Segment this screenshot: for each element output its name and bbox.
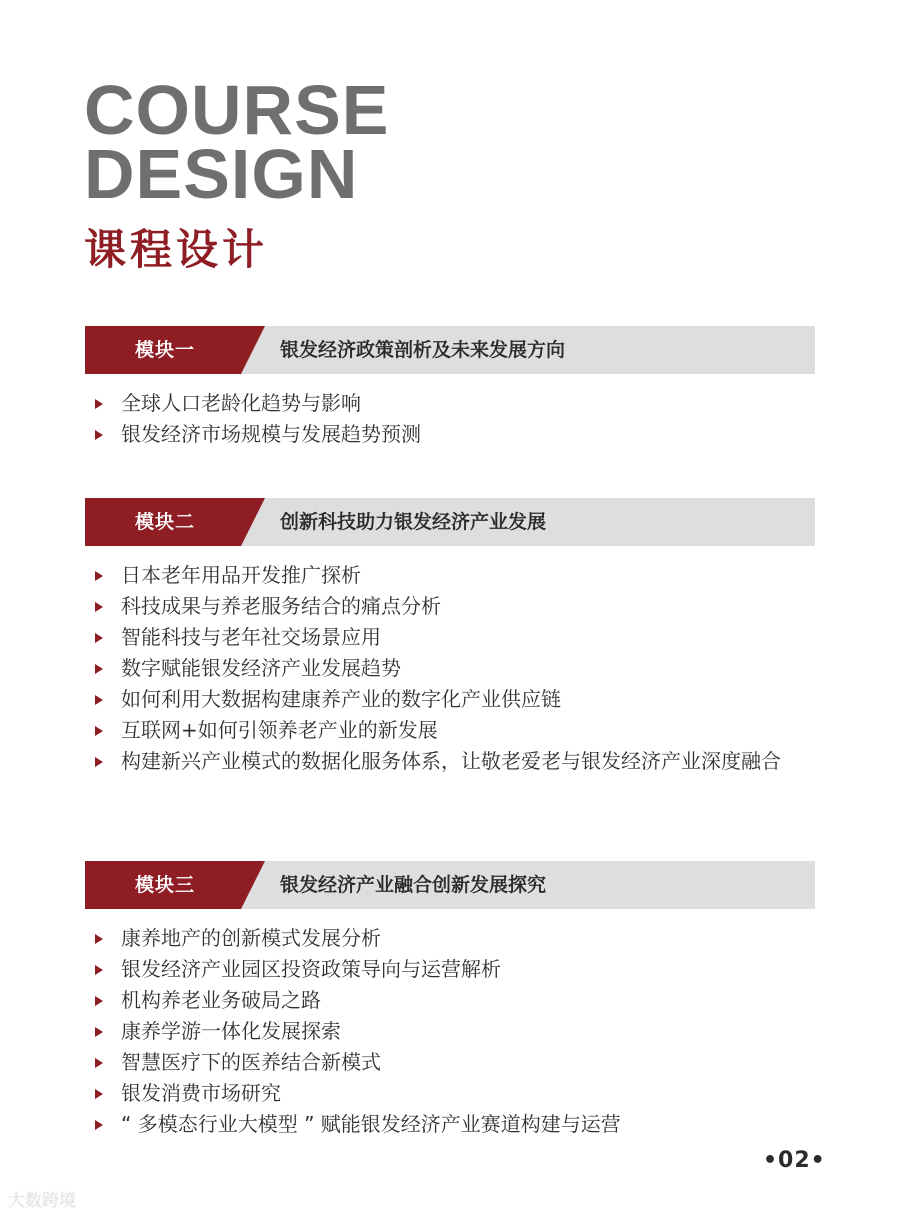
- list-item: [85, 715, 815, 746]
- module-1-title: 银发经济政策剖析及未来发展方向: [280, 339, 566, 361]
- chinese-title: 课程设计: [84, 225, 269, 274]
- list-item-text: 互联网+如何引领养老产业的新发展: [121, 718, 438, 742]
- english-title: [84, 71, 390, 213]
- module-1-header-bar: [85, 326, 815, 374]
- triangle-bullet-icon: [95, 399, 103, 409]
- triangle-bullet-icon: [95, 1058, 103, 1068]
- triangle-bullet-icon: [95, 1120, 103, 1130]
- watermark-logo: 大数跨境: [8, 1191, 76, 1211]
- module-1-list: [85, 388, 815, 450]
- triangle-bullet-icon: [95, 664, 103, 674]
- module-3-title: 银发经济产业融合创新发展探究: [280, 874, 547, 896]
- list-item: [85, 560, 815, 591]
- triangle-bullet-icon: [95, 996, 103, 1006]
- list-item: [85, 985, 815, 1016]
- module-3-tag: 模块三: [134, 874, 195, 896]
- module-1-tag: 模块一: [134, 339, 195, 361]
- module-3-list: [85, 923, 815, 1140]
- triangle-bullet-icon: [95, 695, 103, 705]
- module-3-header-bar: [85, 861, 815, 909]
- triangle-bullet-icon: [95, 633, 103, 643]
- list-item: [85, 622, 815, 653]
- triangle-bullet-icon: [95, 430, 103, 440]
- triangle-bullet-icon: [95, 602, 103, 612]
- module-2-list: [85, 560, 815, 777]
- list-item: [85, 591, 815, 622]
- list-item: [85, 1109, 815, 1140]
- list-item-text: 智能科技与老年社交场景应用: [121, 625, 381, 649]
- list-item: [85, 684, 815, 715]
- list-item-text: 如何利用大数据构建康养产业的数字化产业供应链: [121, 687, 561, 711]
- list-item-text: 银发消费市场研究: [121, 1081, 281, 1105]
- module-3: [85, 861, 815, 1140]
- list-item-text: 机构养老业务破局之路: [121, 988, 321, 1012]
- module-2-header-bar: [85, 498, 815, 546]
- list-item: [85, 388, 815, 419]
- list-item-text: 康养地产的创新模式发展分析: [121, 926, 381, 950]
- list-item-text: 科技成果与养老服务结合的痛点分析: [121, 594, 441, 618]
- list-item-text: 银发经济产业园区投资政策导向与运营解析: [121, 957, 501, 981]
- list-item-text: 银发经济市场规模与发展趋势预测: [121, 422, 421, 446]
- triangle-bullet-icon: [95, 1027, 103, 1037]
- module-2-title: 创新科技助力银发经济产业发展: [280, 511, 547, 533]
- list-item-text: 日本老年用品开发推广探析: [121, 563, 361, 587]
- list-item-text: 数字赋能银发经济产业发展趋势: [121, 656, 401, 680]
- list-item: [85, 746, 815, 777]
- list-item-text: 全球人口老龄化趋势与影响: [121, 391, 361, 415]
- list-item: [85, 653, 815, 684]
- list-item: [85, 1047, 815, 1078]
- list-item-text: “ 多模态行业大模型 ” 赋能银发经济产业赛道构建与运营: [121, 1112, 621, 1136]
- list-item: [85, 923, 815, 954]
- triangle-bullet-icon: [95, 571, 103, 581]
- module-2: [85, 498, 815, 777]
- list-item: [85, 419, 815, 450]
- list-item-text: 构建新兴产业模式的数据化服务体系，让敬老爱老与银发经济产业深度融合: [121, 749, 781, 773]
- triangle-bullet-icon: [95, 1089, 103, 1099]
- triangle-bullet-icon: [95, 726, 103, 736]
- list-item: [85, 1016, 815, 1047]
- title-line-course: COURSE: [84, 71, 390, 149]
- triangle-bullet-icon: [95, 965, 103, 975]
- page-number: •02•: [763, 1148, 826, 1173]
- triangle-bullet-icon: [95, 934, 103, 944]
- list-item: [85, 954, 815, 985]
- title-line-design: DESIGN: [84, 135, 359, 213]
- list-item-text: 智慧医疗下的医养结合新模式: [121, 1050, 381, 1074]
- triangle-bullet-icon: [95, 757, 103, 767]
- module-1: [85, 326, 815, 450]
- list-item: [85, 1078, 815, 1109]
- list-item-text: 康养学游一体化发展探索: [121, 1019, 341, 1043]
- module-2-tag: 模块二: [134, 511, 195, 533]
